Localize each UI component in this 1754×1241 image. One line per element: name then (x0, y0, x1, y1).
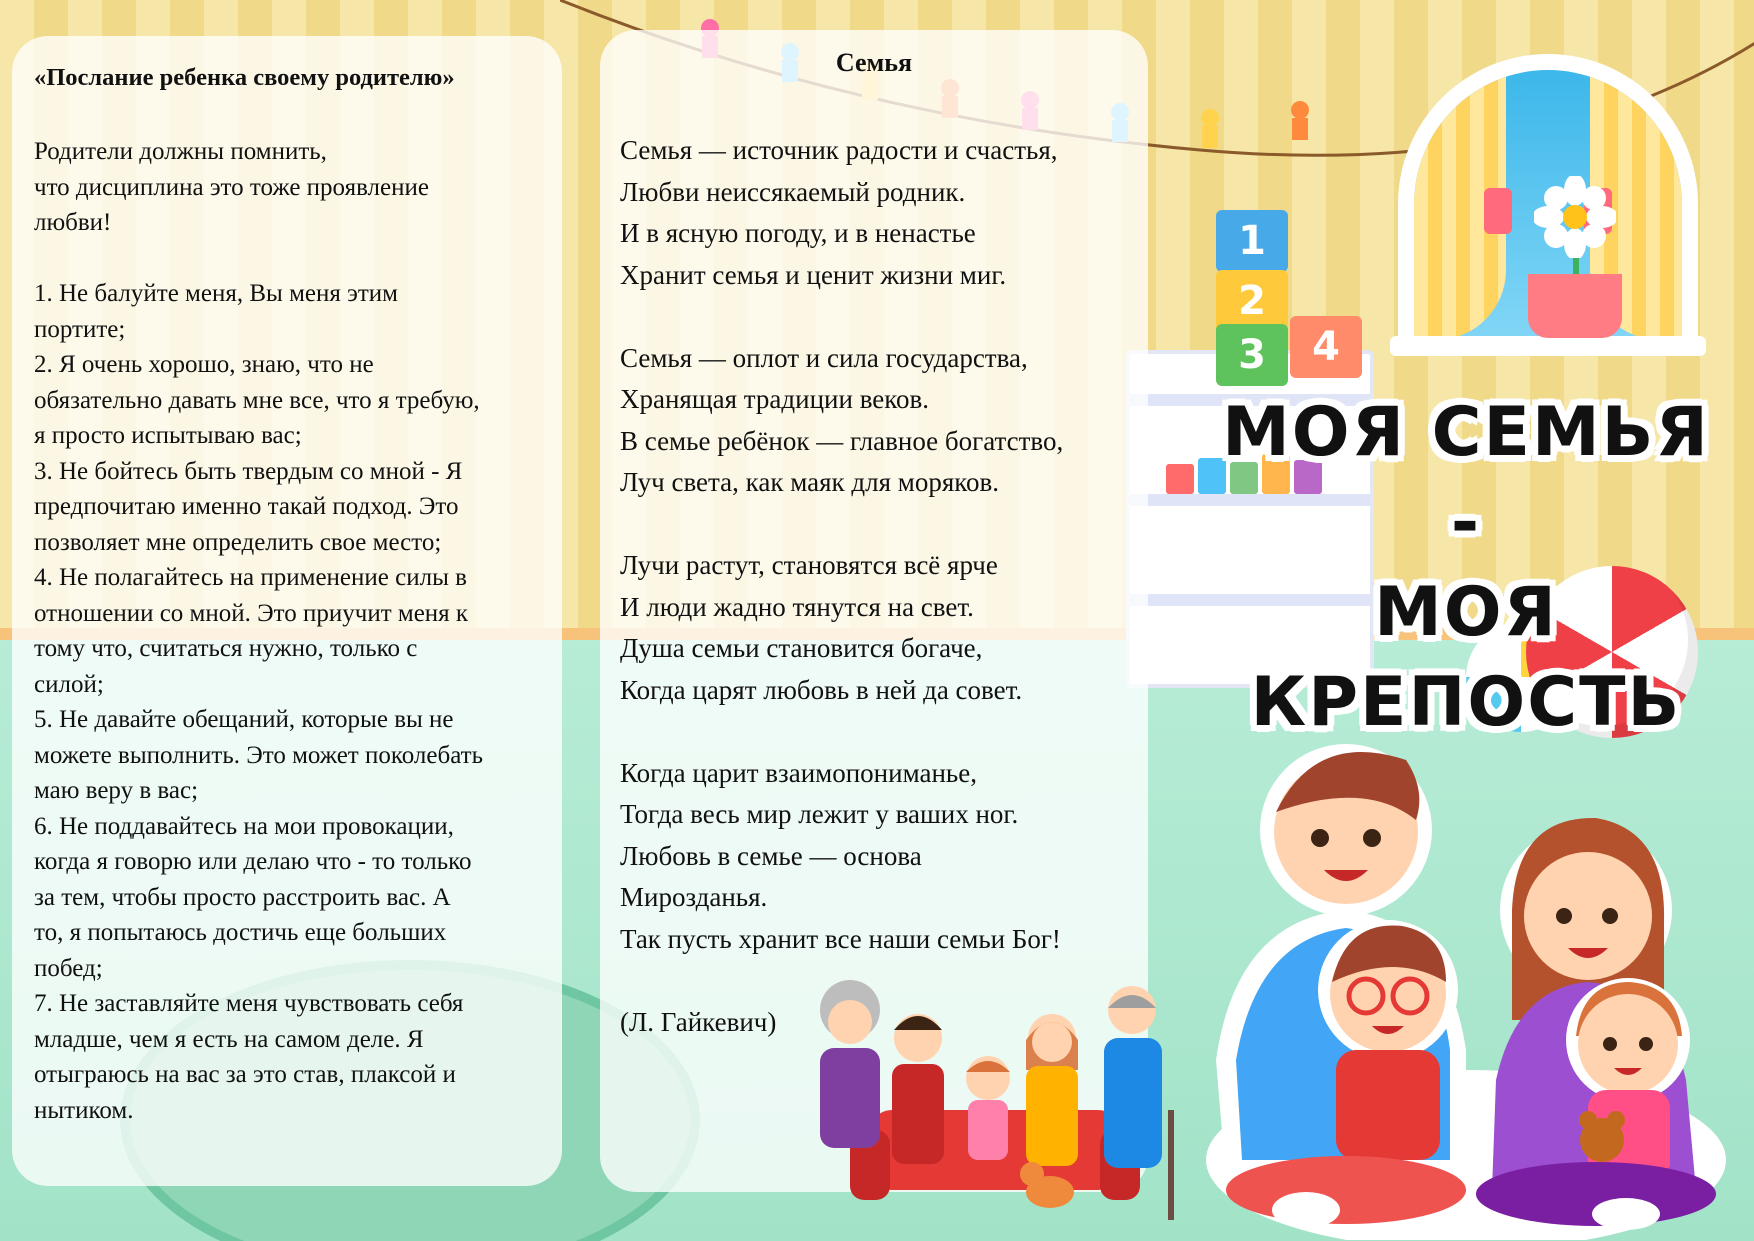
poem-line: И люди жадно тянутся на свет. (620, 591, 974, 622)
poem-line: Лучи растут, становятся всё ярче (620, 550, 998, 580)
poem-line: Семья — оплот и сила государства, (620, 342, 1028, 373)
poem-title: Семья (835, 48, 913, 77)
poem (620, 130, 1140, 1043)
poem-line: Хранящая традиции веков. (620, 384, 930, 414)
poem-line: Семья — источник радости и счастья, (620, 135, 1058, 165)
cover-title-line-2: МОЯ КРЕПОСТЬ (1250, 573, 1682, 742)
family-illustration (1196, 720, 1736, 1240)
poem-stanza-1 (620, 130, 1140, 296)
poem-line: Когда царит взаимопониманье, (620, 757, 977, 788)
poem-line: Тогда весь мир лежит у ваших ног. (620, 799, 1019, 829)
cover-title-line-1: МОЯ СЕМЬЯ - (1222, 393, 1710, 562)
toy-block-3: 3 (1216, 324, 1288, 386)
flower-icon (1534, 176, 1616, 258)
poem-line: Когда царят любовь в ней да совет. (620, 674, 1023, 705)
flower-pot (1528, 274, 1622, 338)
poem-line: Так пусть хранит все наши семьи Бог! (620, 923, 1061, 954)
left-panel-body: Родители должны помнить, что дисциплина это тоже проявление любви! 1. Не балуйте меня, Вы меня этим портите; 2. Я очень хорошо, знаю, что не обязательно давать мне все, что я требую, я просто испытываю вас; 3. Не бойтесь быть твердым со мной - Я предпочитаю именно такай подход. Это позволяет мне определить свое место; 4. Не полагайтесь на применение силы в отношении со мной. Это приучит меня к тому что, считаться нужно, только с силой; 5. Не давайте обещаний, которые вы не можете выполнить. Это может поколебать маю веру в вас; 6. Не поддавайтесь на мои провокации, когда я говорю или делаю что - то только за тем, чтобы просто расстроить вас. А то, я попытаюсь достичь еще больших побед; 7. Не заставляйте меня чувствовать себя младше, чем я есть на самом деле. Я отыграюсь на вас за это став, плаксой и нытиком. (34, 138, 483, 1124)
left-panel-title: «Послание ребенка своему родителю» (34, 64, 455, 91)
poem-line: Луч света, как маяк для моряков. (620, 467, 1000, 497)
toy-block-1: 1 (1216, 210, 1288, 272)
poem-stanza-4 (620, 753, 1140, 961)
window-sill (1390, 336, 1706, 356)
poem-line: И в ясную погоду, и в ненастье (620, 218, 976, 248)
poem-line: Душа семьи становится богаче, (620, 633, 983, 663)
poem-stanza-2 (620, 338, 1140, 504)
poem-line: Мирозданья. (620, 882, 768, 912)
toy-block-2: 2 (1216, 270, 1288, 332)
cover-title (1196, 388, 1736, 748)
poem-line: В семье ребёнок — главное богатство, (620, 425, 1064, 456)
poem-author: (Л. Гайкевич) (620, 1006, 777, 1037)
toy-block-4: 4 (1290, 316, 1362, 378)
poem-stanza-3 (620, 545, 1140, 711)
poem-line: Любовь в семье — основа (620, 840, 922, 871)
extended-family-illustration (800, 960, 1190, 1220)
poem-line: Любви неиссякаемый родник. (620, 176, 966, 207)
poem-line: Хранит семья и ценит жизни миг. (620, 259, 1007, 290)
